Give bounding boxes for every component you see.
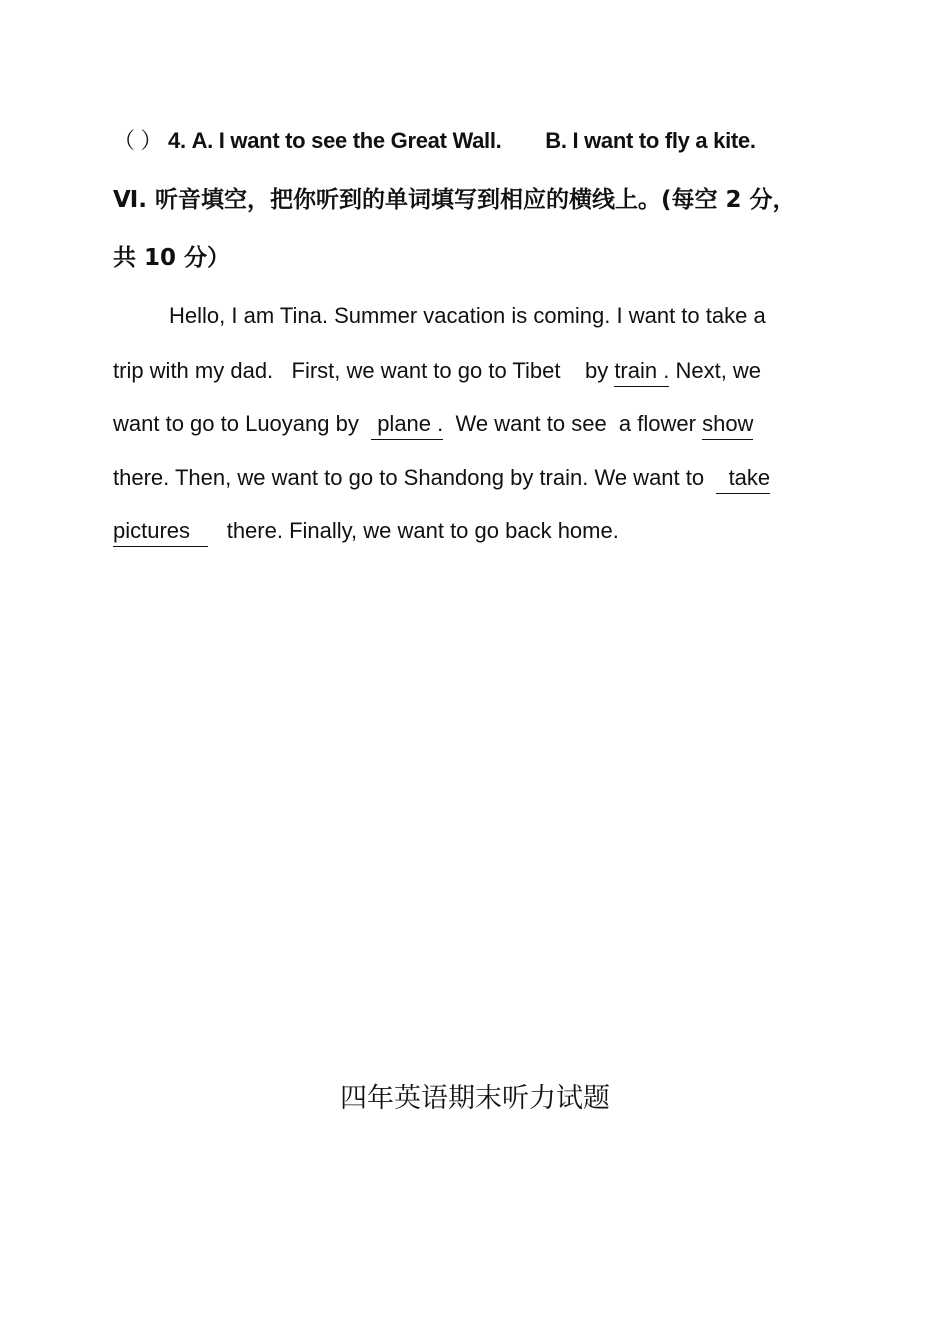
fill-blank-take: take [716,464,770,494]
passage-text: there. Then, we want to go to Shandong by train. We want to [113,465,717,490]
fill-blank-train: train . [614,357,669,387]
passage-line-2 [113,357,761,387]
fill-blank-show: show [702,410,753,440]
passage-text: Next, we [669,358,762,383]
passage-line-3 [113,410,753,440]
section-6-heading-cont: 共 10 分） [113,245,231,271]
fill-blank-plane: plane . [371,410,443,440]
passage-line-5 [113,517,619,547]
passage-text: trip with my dad. First, we want to go to Tibet by [113,358,615,383]
answer-paren: （ ） [113,128,163,153]
passage-line-1: Hello, I am Tina. Summer vacation is coming. I want to take a [169,303,766,328]
page-title: 四年英语期末听力试题 [340,1083,610,1114]
fill-blank-pictures: pictures [113,517,208,547]
passage-text: We want to see a flower [443,411,703,436]
passage-line-4 [113,464,770,494]
question-number: 4. [168,128,186,153]
option-a: A. I want to see the Great Wall. [191,128,502,153]
option-b: B. I want to fly a kite. [545,128,756,153]
passage-text: want to go to Luoyang by [113,411,372,436]
question-4 [113,124,756,155]
passage-text: there. Finally, we want to go back home. [208,518,619,543]
section-6-heading: Ⅵ. 听音填空，把你听到的单词填写到相应的横线上。(每空 2 分， [113,187,796,213]
